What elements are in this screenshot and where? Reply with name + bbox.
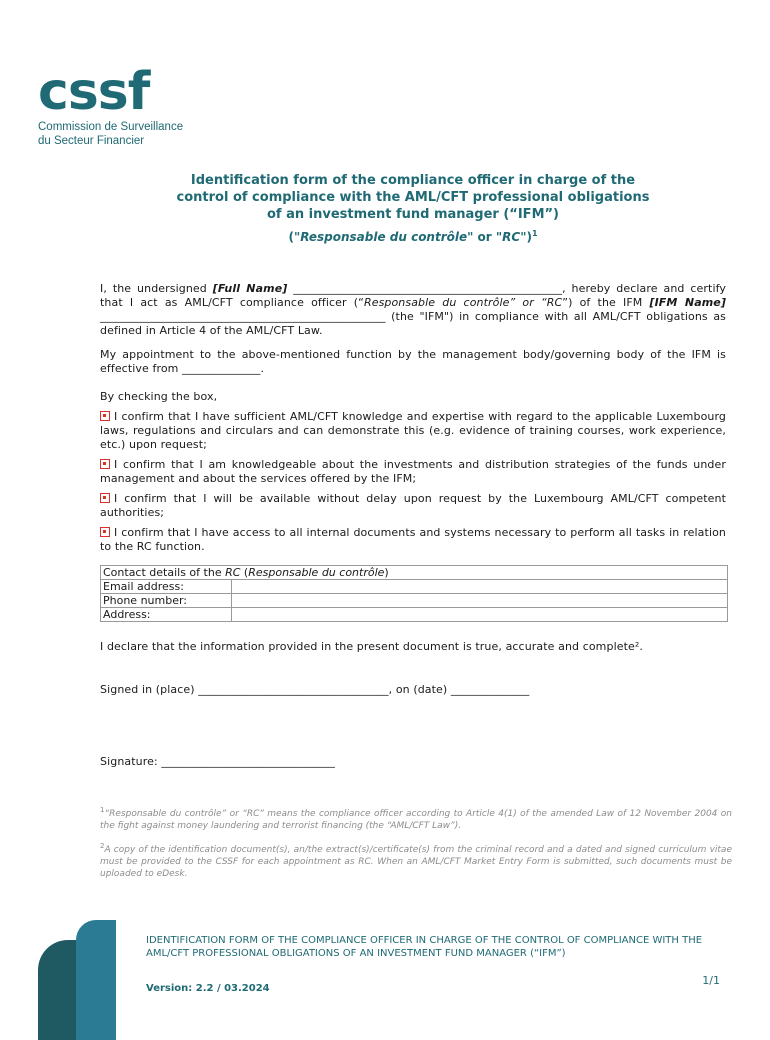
decl-text-b: ________________________________________________, hereby declare and certify that I act as AML/CFT compliance officer (“ bbox=[100, 282, 726, 309]
contact-details-table bbox=[100, 565, 728, 622]
contact-header-italic: Responsable du contrôle bbox=[248, 566, 385, 579]
decl-text-d: ___________________________________________________ (the "IFM") in compliance with all AML/CFT obligations as defined in Article 4 of the AML/CFT Law. bbox=[100, 310, 726, 337]
page-number: 1/1 bbox=[702, 974, 720, 987]
decl-text-c: ”) of the IFM bbox=[562, 296, 650, 309]
declaration-paragraph bbox=[100, 282, 726, 338]
footnote-1-text: “Responsable du contrôle” or “RC” means the compliance officer according to Article 4(1) of the amended Law of 12 November 2004 on the fight against money laundering and terrorist financing (the “AML/CFT Law”). bbox=[100, 809, 732, 831]
full-name-field[interactable]: [Full Name] bbox=[212, 282, 288, 295]
phone-label: Phone number: bbox=[101, 594, 232, 608]
footer-title: IDENTIFICATION FORM OF THE COMPLIANCE OFFICER IN CHARGE OF THE CONTROL OF COMPLIANCE WITH THE AML/CFT PROFESSIONAL OBLIGATIONS OF AN INVESTMENT FUND MANAGER (“IFM”) bbox=[146, 935, 703, 959]
checking-intro: By checking the box, bbox=[100, 390, 218, 403]
email-label: Email address: bbox=[101, 580, 232, 594]
checkbox-label-1: I confirm that I have sufficient AML/CFT knowledge and expertise with regard to the applicable Luxembourg laws, regulations and circulars and can demonstrate this (e.g. evidence of training courses, work experience, etc.) upon request; bbox=[100, 410, 726, 451]
decl-italic: Responsable du contrôle” or “RC bbox=[363, 296, 563, 309]
footnotes bbox=[100, 804, 732, 888]
footnote-2 bbox=[100, 840, 732, 880]
footnote-1 bbox=[100, 804, 732, 832]
contact-header-a: Contact details of the bbox=[103, 566, 226, 579]
subtitle-rc: RC bbox=[502, 230, 521, 244]
signed-line[interactable]: Signed in (place) __________________________________, on (date) ______________ bbox=[100, 683, 530, 696]
title-line-1: Identification form of the compliance officer in charge of the bbox=[190, 173, 636, 188]
decl-text-a: I, the undersigned bbox=[100, 282, 213, 295]
logo-line-2: du Secteur Financier bbox=[38, 135, 145, 147]
checkbox-item-2 bbox=[100, 458, 726, 486]
footer-decoration-light bbox=[76, 920, 116, 1040]
checkbox-label-2: I confirm that I am knowledgeable about the investments and distribution strategies of the funds under management and about the services offered by the IFM; bbox=[100, 458, 726, 485]
contact-header-c: ) bbox=[384, 566, 389, 579]
signature-line[interactable]: Signature: _______________________________ bbox=[100, 755, 335, 768]
logo-subtitle bbox=[38, 120, 198, 148]
checkbox-item-1 bbox=[100, 410, 726, 452]
contact-header bbox=[101, 566, 728, 580]
checkbox-3[interactable] bbox=[100, 493, 110, 503]
logo-line-1: Commission de Surveillance bbox=[38, 121, 184, 133]
subtitle-close: ") bbox=[520, 230, 532, 244]
declaration-statement: I declare that the information provided in the present document is true, accurate and complete². bbox=[100, 640, 643, 653]
cssf-logo bbox=[38, 62, 198, 148]
phone-field[interactable] bbox=[232, 594, 728, 608]
version-label: Version: 2.2 / 03.2024 bbox=[146, 983, 270, 994]
footnote-1-mark: 1 bbox=[100, 806, 105, 814]
subtitle-open: (" bbox=[288, 230, 301, 244]
ifm-name-field[interactable]: [IFM Name] bbox=[649, 296, 726, 309]
checkbox-label-4: I confirm that I have access to all internal documents and systems necessary to perform all tasks in relation to the RC function. bbox=[100, 526, 726, 553]
footnote-2-mark: 2 bbox=[100, 842, 105, 850]
title-line-2: control of compliance with the AML/CFT professional obligations bbox=[176, 190, 650, 205]
footnote-2-text: A copy of the identification document(s), an/the extract(s)/certificate(s) from the criminal record and a dated and signed curriculum vitae must be provided to the CSSF for each appointment as RC. When an AML/CFT Market Entry Form is submitted, such documents must be uploaded to eDesk. bbox=[100, 845, 732, 879]
contact-header-b: ( bbox=[240, 566, 249, 579]
subtitle-mid: " or " bbox=[467, 230, 503, 244]
address-label: Address: bbox=[101, 608, 232, 622]
checkbox-2[interactable] bbox=[100, 459, 110, 469]
checkbox-item-4 bbox=[100, 526, 726, 554]
document-subtitle bbox=[100, 229, 726, 244]
logo-wordmark: cssf bbox=[38, 62, 150, 122]
address-field[interactable] bbox=[232, 608, 728, 622]
appointment-paragraph: My appointment to the above-mentioned function by the management body/governing body of the IFM is effective from ______________. bbox=[100, 348, 726, 375]
footnote-ref-1: 1 bbox=[531, 229, 538, 238]
contact-header-rc: RC bbox=[225, 566, 241, 579]
checkbox-1[interactable] bbox=[100, 411, 110, 421]
email-field[interactable] bbox=[232, 580, 728, 594]
subtitle-italic: Responsable du contrôle bbox=[300, 230, 468, 244]
checkbox-item-3 bbox=[100, 492, 726, 520]
checkbox-label-3: I confirm that I will be available without delay upon request by the Luxembourg AML/CFT competent authorities; bbox=[100, 492, 726, 519]
title-line-3: of an investment fund manager (“IFM”) bbox=[266, 207, 559, 222]
checkbox-4[interactable] bbox=[100, 527, 110, 537]
document-title bbox=[100, 172, 726, 223]
